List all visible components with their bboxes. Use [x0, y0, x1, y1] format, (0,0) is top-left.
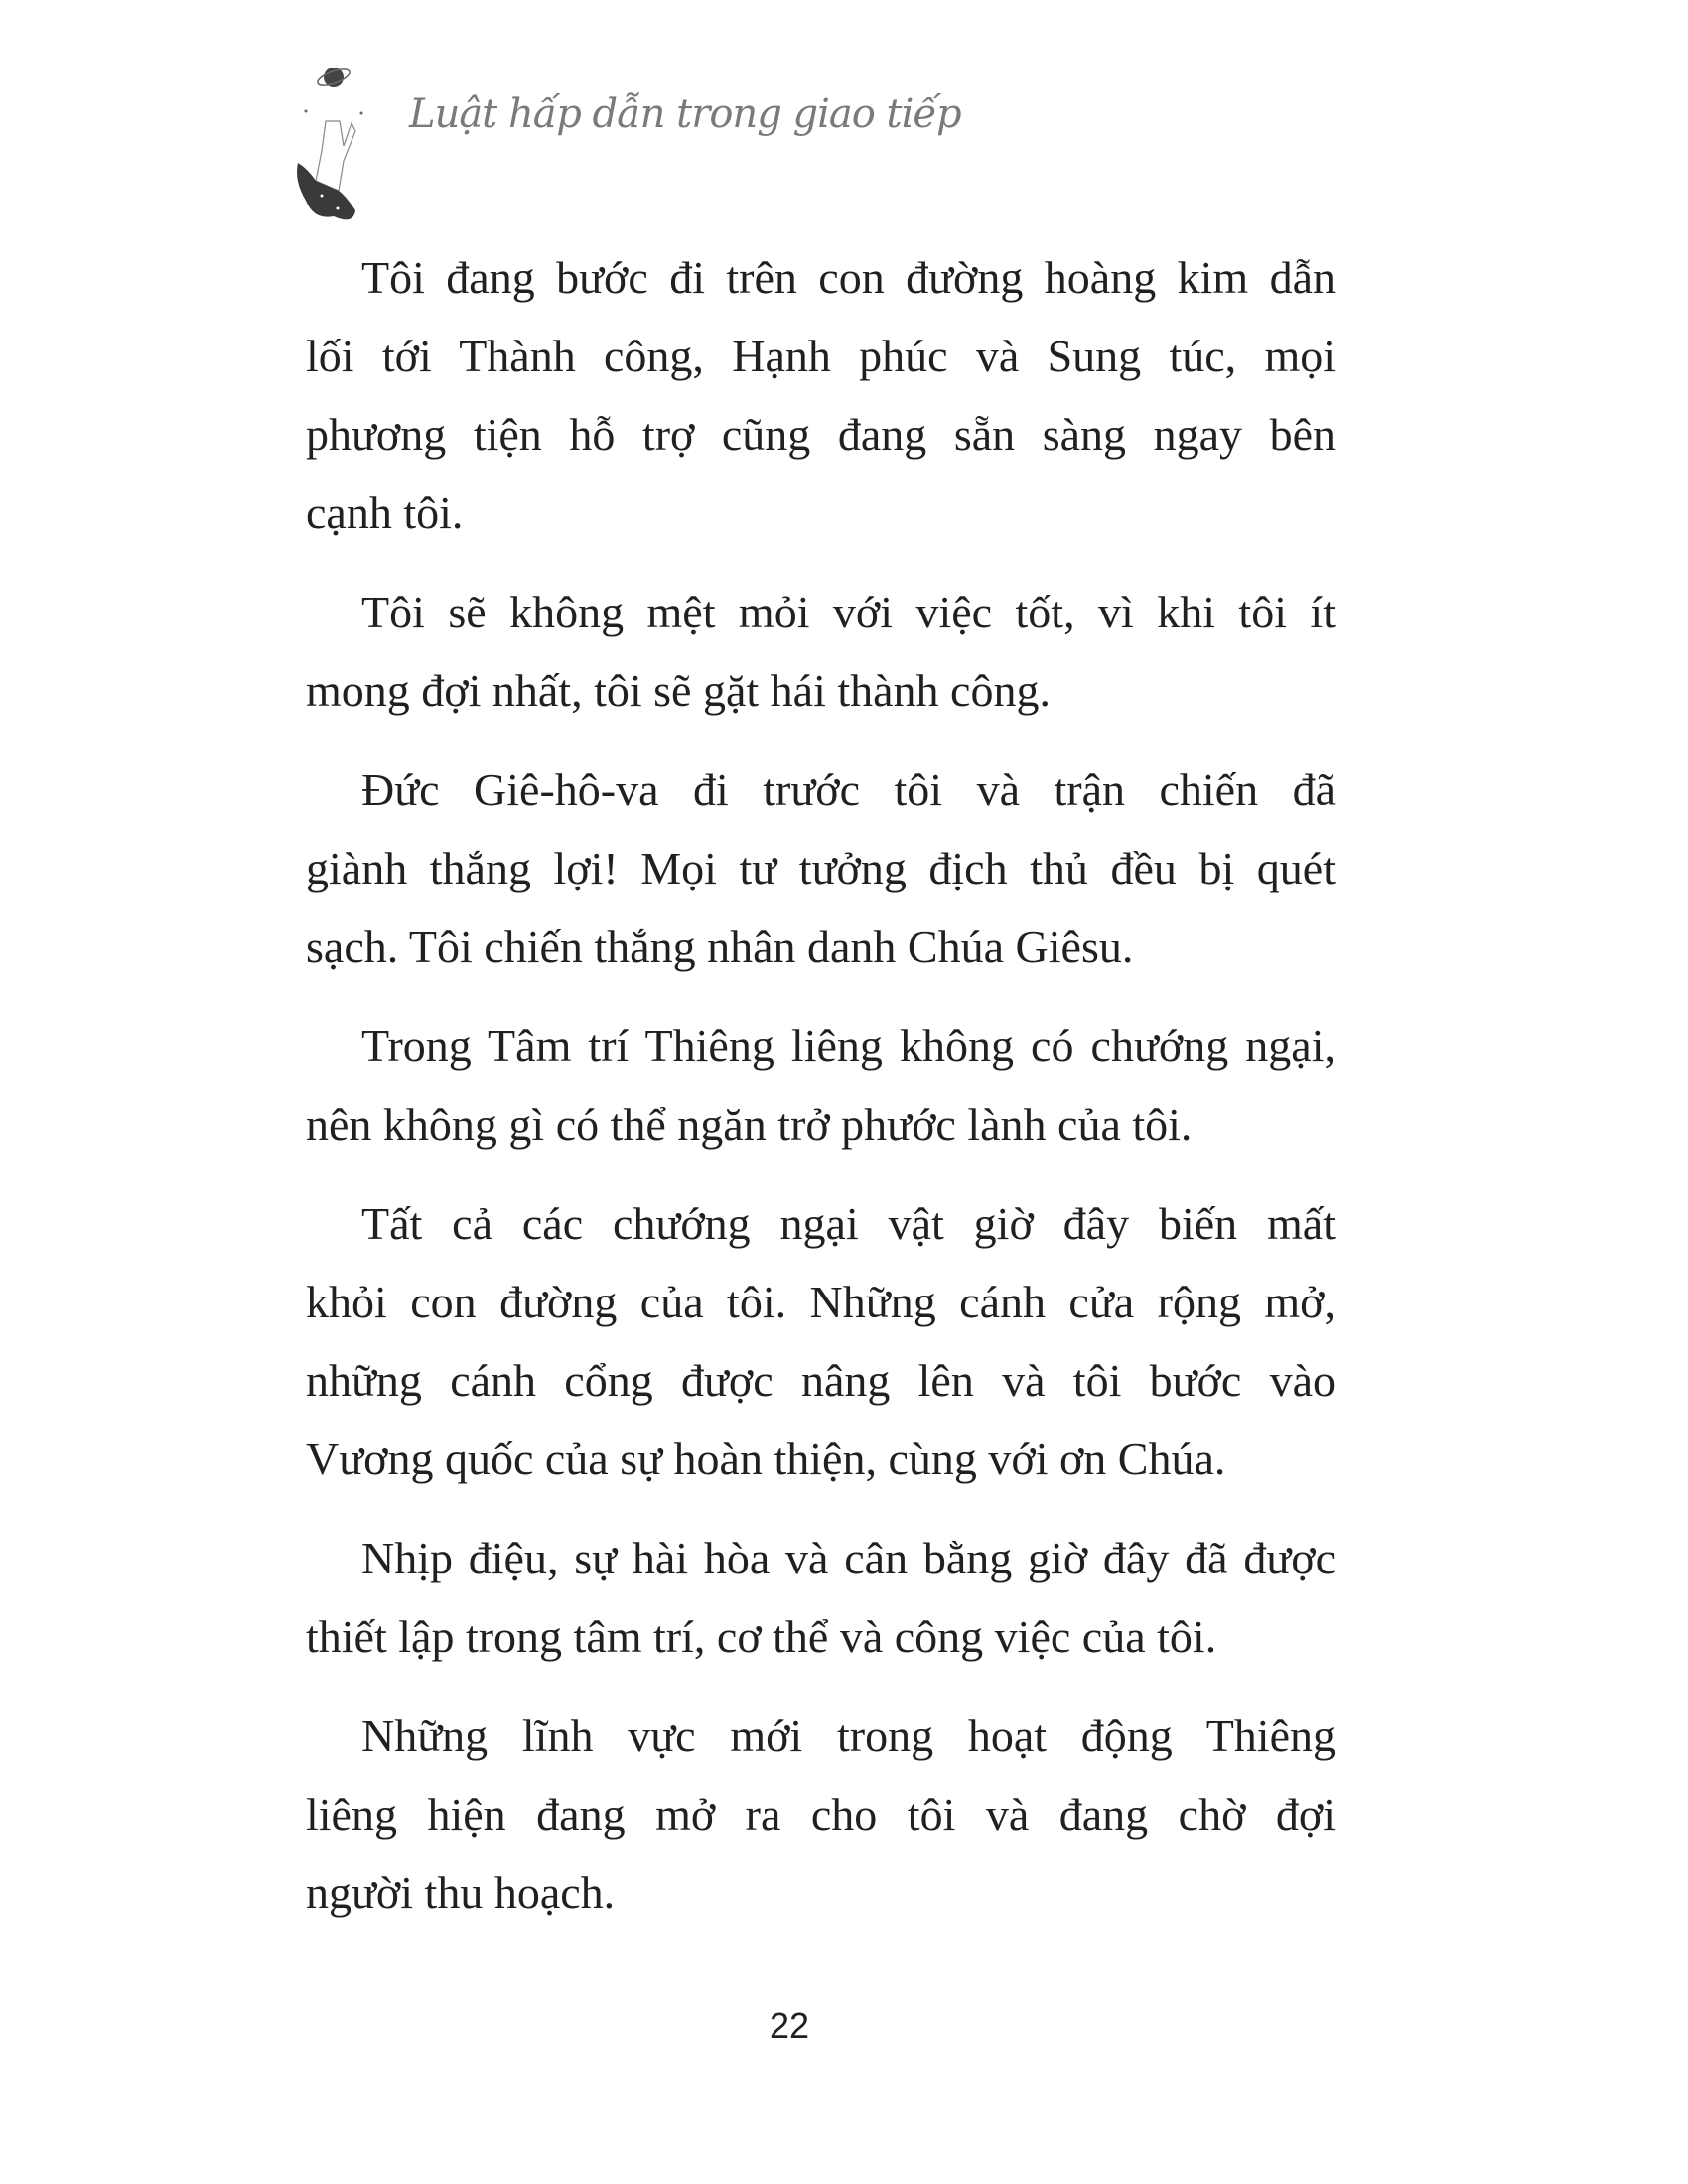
text-line: những cánh cổng được nâng lên và tôi bước vào — [306, 1355, 1336, 1406]
text-line: sạch. Tôi chiến thắng nhân danh Chúa Giêsu. — [306, 921, 1134, 972]
text-line: Vương quốc của sự hoàn thiện, cùng với ơn Chúa. — [306, 1433, 1226, 1484]
text-line: Tất cả các chướng ngại vật giờ đây biến mất — [361, 1198, 1336, 1249]
text-line: liêng hiện đang mở ra cho tôi và đang chờ đợi — [306, 1789, 1336, 1840]
paragraph — [306, 1519, 1336, 1676]
paragraph — [306, 238, 1336, 552]
text-line: người thu hoạch. — [306, 1867, 616, 1918]
text-line: Tôi sẽ không mệt mỏi với việc tốt, vì khi tôi ít — [361, 587, 1336, 637]
text-line: phương tiện hỗ trợ cũng đang sẵn sàng ngay bên — [306, 409, 1336, 460]
paragraph — [306, 1697, 1336, 1932]
paragraph — [306, 751, 1336, 986]
text-line: khỏi con đường của tôi. Những cánh cửa rộng mở, — [306, 1277, 1336, 1327]
paragraph — [306, 573, 1336, 730]
text-line: Những lĩnh vực mới trong hoạt động Thiêng — [361, 1710, 1336, 1761]
text-line: Đức Giê-hô-va đi trước tôi và trận chiến đã — [361, 764, 1336, 815]
text-line: lối tới Thành công, Hạnh phúc và Sung túc, mọi — [306, 331, 1336, 381]
running-header-title: Luật hấp dẫn trong giao tiếp — [409, 91, 961, 137]
paragraph — [306, 1007, 1336, 1163]
text-line: Trong Tâm trí Thiêng liêng không có chướng ngại, — [361, 1021, 1336, 1071]
text-line: giành thắng lợi! Mọi tư tưởng địch thủ đều bị quét — [306, 843, 1336, 893]
text-line: Nhịp điệu, sự hài hòa và cân bằng giờ đây đã được — [361, 1533, 1336, 1583]
page-number: 22 — [769, 2005, 810, 2046]
text-line: cạnh tôi. — [306, 487, 464, 538]
text-line: Tôi đang bước đi trên con đường hoàng kim dẫn — [361, 252, 1336, 303]
paragraph — [306, 1184, 1336, 1498]
text-line: nên không gì có thể ngăn trở phước lành của tôi. — [306, 1099, 1193, 1150]
text-line: mong đợi nhất, tôi sẽ gặt hái thành công. — [306, 665, 1051, 716]
text-line: thiết lập trong tâm trí, cơ thể và công việc của tôi. — [306, 1611, 1217, 1662]
hand-reaching-planet-icon — [294, 52, 373, 230]
body-text — [306, 238, 1336, 1953]
